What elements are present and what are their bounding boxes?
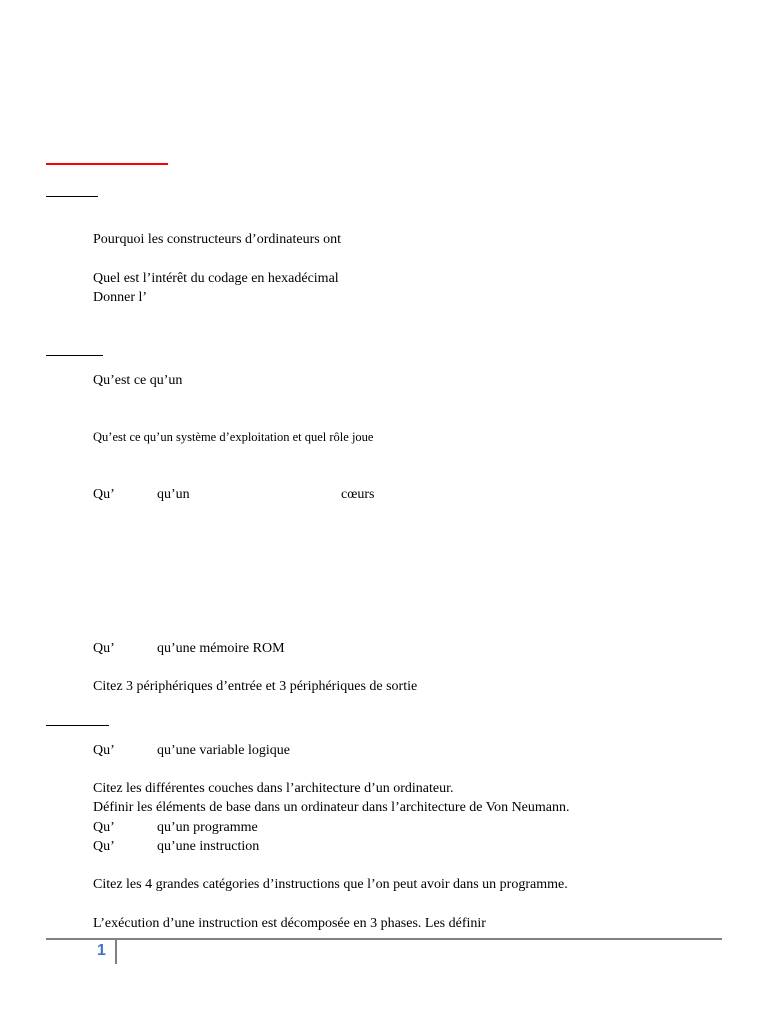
question-9-part-b: qu’une variable logique [157,743,290,758]
question-11: Définir les éléments de base dans un ordinateur dans l’architecture de Von Neumann. [93,800,570,815]
question-15: L’exécution d’une instruction est décomposée en 3 phases. Les définir [93,916,486,931]
question-3: Donner l’ [93,290,148,305]
question-2: Quel est l’intérêt du codage en hexadécimal [93,271,339,286]
question-7-part-b: qu’une mémoire ROM [157,641,285,656]
question-4: Qu’est ce qu’un [93,373,183,388]
section-2-underline [46,355,103,356]
question-10: Citez les différentes couches dans l’architecture d’un ordinateur. [93,781,454,796]
question-9 [93,741,393,760]
page-number: 1 [97,942,106,959]
question-12 [93,818,393,837]
question-13 [93,837,393,856]
question-7-part-a: Qu’ [93,641,115,656]
footer-divider [46,938,722,940]
question-12-part-a: Qu’ [93,820,115,835]
title-underline [46,163,168,165]
section-3-underline [46,725,109,726]
question-9-part-a: Qu’ [93,743,115,758]
question-12-part-b: qu’un programme [157,820,258,835]
question-6-part-b: qu’un [157,487,190,502]
question-1: Pourquoi les constructeurs d’ordinateurs ont [93,232,342,247]
question-6-part-a: Qu’ [93,487,115,502]
question-7 [93,639,393,658]
footer-page-separator [115,940,117,964]
question-13-part-b: qu’une instruction [157,839,260,854]
question-6-part-c: cœurs [341,487,375,502]
section-1-underline [46,196,98,197]
question-13-part-a: Qu’ [93,839,115,854]
question-8: Citez 3 périphériques d’entrée et 3 périphériques de sortie [93,679,418,694]
question-14: Citez les 4 grandes catégories d’instructions que l’on peut avoir dans un programme. [93,877,568,892]
question-5: Qu’est ce qu’un système d’exploitation et quel rôle joue [93,430,374,444]
question-6 [93,485,393,504]
